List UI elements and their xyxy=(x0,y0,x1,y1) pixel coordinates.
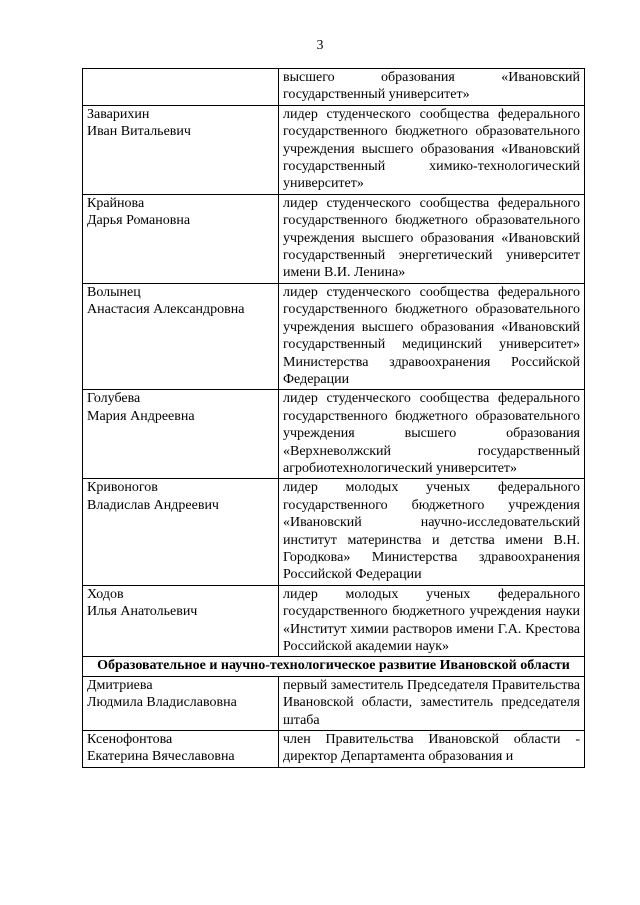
table-row xyxy=(83,69,585,106)
staff-table xyxy=(82,68,585,768)
person-role: лидер молодых ученых федерального государственного бюджетного учреждения «Ивановский научно-исследовательский институт материнства и детства имени В.Н. Городкова» Министерства здравоохранения Российской Федерации xyxy=(279,479,585,585)
person-name: Волынец Анастасия Александровна xyxy=(83,283,279,389)
page-number: 3 xyxy=(316,38,324,53)
person-name: Ходов Илья Анатольевич xyxy=(83,585,279,657)
person-role: член Правительства Ивановской области - директор Департамента образования и xyxy=(279,731,585,768)
table-row xyxy=(83,390,585,479)
person-name: Ксенофонтова Екатерина Вячеславовна xyxy=(83,731,279,768)
person-role: лидер студенческого сообщества федерального государственного бюджетного образовательного учреждения высшего образования «Ивановский государственный энергетический университет имени В.И. Ленина» xyxy=(279,194,585,283)
person-role: лидер студенческого сообщества федерального государственного бюджетного образовательного учреждения высшего образования «Ивановский государственный медицинский университет» Министерства здравоохранения Российской Федерации xyxy=(279,283,585,389)
staff-table-body xyxy=(83,69,585,768)
person-role: лидер молодых ученых федерального государственного бюджетного учреждения науки «Институт химии растворов имени Г.А. Крестова Российской академии наук» xyxy=(279,585,585,657)
table-row xyxy=(83,194,585,283)
table-row xyxy=(83,105,585,194)
table-row xyxy=(83,585,585,657)
table-row xyxy=(83,479,585,585)
person-name xyxy=(83,69,279,106)
table-row xyxy=(83,676,585,730)
person-role: первый заместитель Председателя Правительства Ивановской области, заместитель председателя штаба xyxy=(279,676,585,730)
person-role: высшего образования «Ивановский государственный университет» xyxy=(279,69,585,106)
person-name: Крайнова Дарья Романовна xyxy=(83,194,279,283)
person-name: Кривоногов Владислав Андреевич xyxy=(83,479,279,585)
table-row xyxy=(83,731,585,768)
table-row xyxy=(83,283,585,389)
person-name: Заварихин Иван Витальевич xyxy=(83,105,279,194)
person-name: Голубева Мария Андреевна xyxy=(83,390,279,479)
person-role: лидер студенческого сообщества федерального государственного бюджетного образовательного учреждения высшего образования «Ивановский государственный химико-технологический университет» xyxy=(279,105,585,194)
person-role: лидер студенческого сообщества федерального государственного бюджетного образовательного учреждения высшего образования «Верхневолжский государственный агробиотехнологический университет» xyxy=(279,390,585,479)
section-heading-row xyxy=(83,657,585,676)
person-name: Дмитриева Людмила Владиславовна xyxy=(83,676,279,730)
section-heading: Образовательное и научно-технологическое развитие Ивановской области xyxy=(83,657,585,676)
